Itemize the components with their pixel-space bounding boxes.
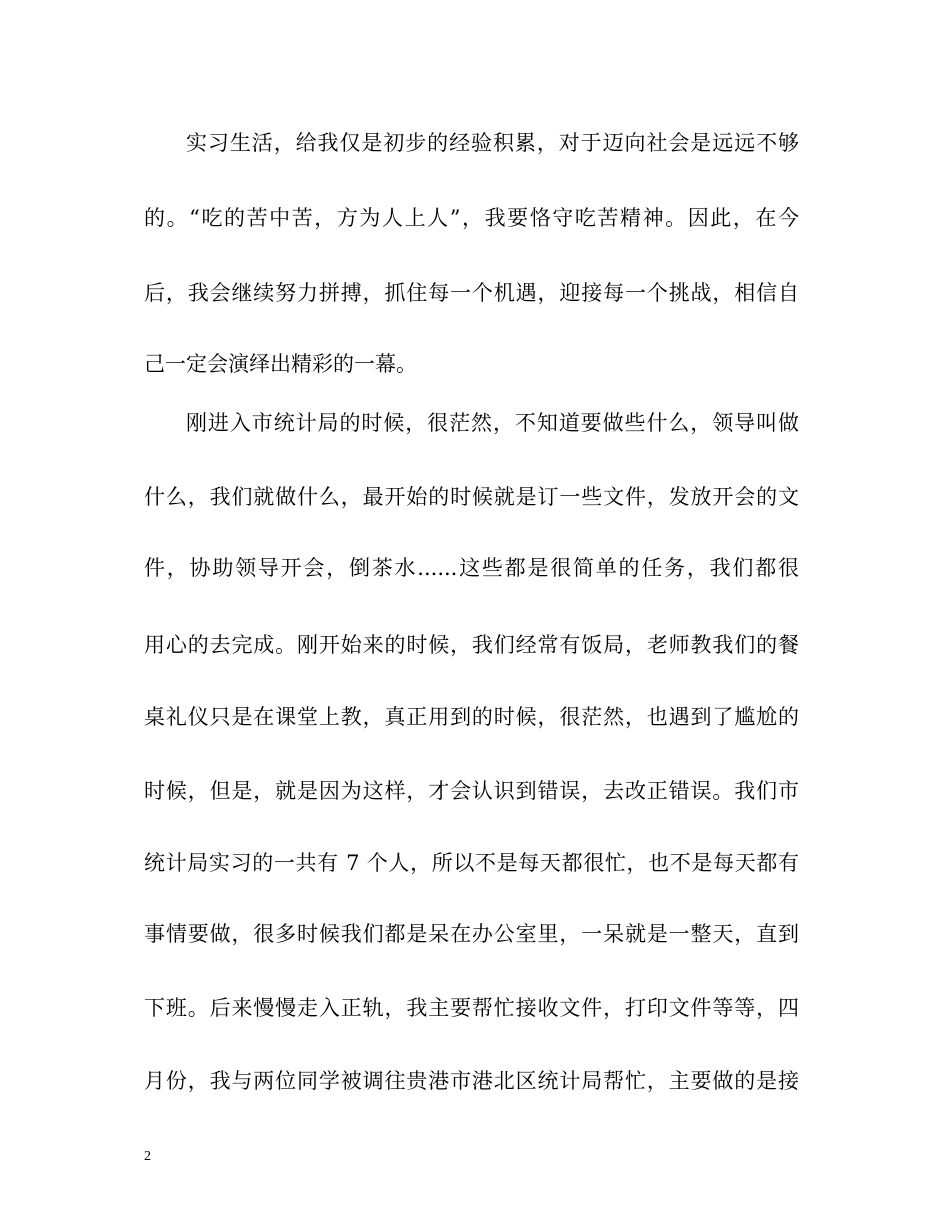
paragraph-2-line-1: 刚进入市统计局的时候，很茫然，不知道要做些什么，领导叫做: [186, 411, 799, 435]
paragraph-2-line-2: 什么，我们就做什么，最开始的时候就是订一些文件，发放开会的文: [144, 485, 799, 509]
page-number: 2: [144, 1149, 151, 1164]
paragraph-2-line-4: 用心的去完成。刚开始来的时候，我们经常有饭局，老师教我们的餐: [144, 633, 799, 657]
paragraph-2-line-6: 时候，但是，就是因为这样，才会认识到错误，去改正错误。我们市: [144, 779, 799, 803]
paragraph-2-line-10: 月份，我与两位同学被调往贵港市港北区统计局帮忙，主要做的是接: [144, 1069, 799, 1093]
paragraph-1-line-3: 后，我会继续努力拼搏，抓住每一个机遇，迎接每一个挑战，相信自: [144, 281, 799, 305]
paragraph-1-line-1: 实习生活，给我仅是初步的经验积累，对于迈向社会是远远不够: [186, 131, 799, 155]
paragraph-2-line-3: 件，协助领导开会，倒茶水......这些都是很简单的任务，我们都很: [144, 556, 799, 580]
paragraph-2-line-9: 下班。后来慢慢走入正轨，我主要帮忙接收文件，打印文件等等，四: [144, 996, 799, 1020]
paragraph-2-line-5: 桌礼仪只是在课堂上教，真正用到的时候，很茫然，也遇到了尴尬的: [144, 705, 799, 729]
paragraph-1-line-2: 的。“吃的苦中苦，方为人上人”，我要恪守吃苦精神。因此，在今: [144, 206, 799, 230]
paragraph-2-line-8: 事情要做，很多时候我们都是呆在办公室里，一呆就是一整天，直到: [144, 922, 799, 946]
paragraph-2-line-7: 统计局实习的一共有 7 个人，所以不是每天都很忙，也不是每天都有: [144, 851, 799, 875]
paragraph-1-line-4: 己一定会演绎出精彩的一幕。: [144, 352, 417, 376]
